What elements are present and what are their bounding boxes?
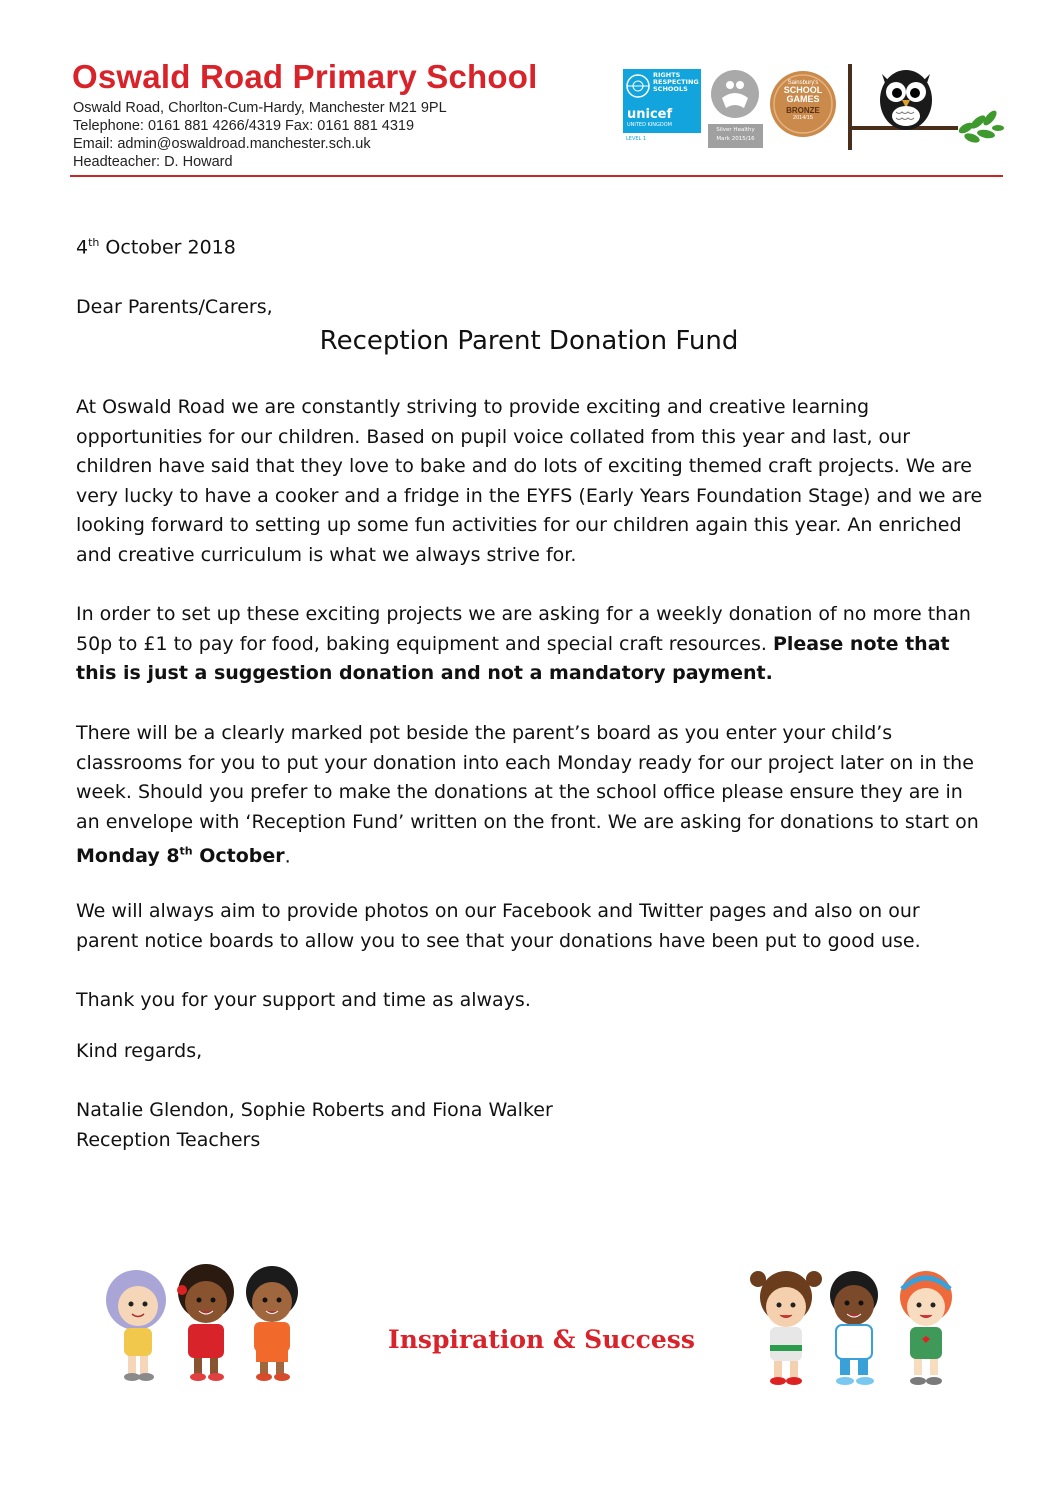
donation-note-bold: Please note that this is just a suggestion donation and not a mandatory payment. — [76, 632, 950, 684]
signatory-role: Reception Teachers — [76, 1128, 261, 1151]
school-motto: Inspiration & Success — [388, 1325, 695, 1354]
unicef-name: unicef — [627, 107, 673, 122]
letter-closing: Kind regards, — [76, 1040, 203, 1062]
bronze-line-1: Sainsbury's — [787, 80, 819, 86]
bronze-line-5: 2014/15 — [793, 115, 813, 121]
paragraph-photos: We will always aim to provide photos on our Facebook and Twitter pages and also on our parent notice boards to allow you to see that your donations have been put to good use. — [76, 900, 921, 952]
globe-icon — [625, 72, 653, 102]
school-name: Oswald Road Primary School — [72, 58, 538, 95]
header-divider — [70, 175, 1003, 177]
paragraph-intro: At Oswald Road we are constantly striving to provide exciting and creative learning opportunities for our children. Based on pupil voice collated from this year and last, our children have said that they love to bake and do lots of exciting themed craft projects. We are very lucky to have a cooker and a fridge in the EYFS (Early Years Foundation Stage) and we are looking forward to setting up some fun activities for our children again this year. An enriched and creative curriculum is what we always strive for. — [76, 396, 983, 566]
unicef-rrs-text: RIGHTS RESPECTING SCHOOLS — [653, 71, 699, 93]
children-illustration-right — [746, 1265, 968, 1389]
bronze-line-2: SCHOOL — [783, 85, 823, 95]
letter-signature-block — [76, 1096, 986, 1155]
start-date-bold: Monday 8th October — [76, 845, 285, 868]
paragraph-donation-pot: There will be a clearly marked pot beside the parent’s board as you enter your child’s classrooms for you to put your donation into each Monday ready for our project later on in the week. Should you prefer to make the donations at the school office please ensure they are in an envelope with ‘Reception Fund’ written on the front. We are asking for donations to start on Monday 8th October. — [76, 722, 979, 868]
signatories: Natalie Glendon, Sophie Roberts and Fiona Walker — [76, 1099, 553, 1121]
silver-caption-2: Mark 2015/16 — [716, 136, 755, 142]
school-headteacher: Headteacher: D. Howard — [73, 154, 233, 170]
school-contact-block — [73, 99, 447, 171]
silver-caption-1: Silver Healthy — [716, 127, 755, 133]
school-address: Oswald Road, Chorlton-Cum-Hardy, Manchester M21 9PL — [73, 100, 447, 116]
unicef-subtitle: UNITED KINGDOM — [627, 122, 672, 128]
unicef-rights-respecting-logo — [623, 69, 701, 133]
owl-on-branch-logo — [846, 62, 1004, 152]
letter-date: 4th October 2018 — [76, 236, 236, 259]
letter-greeting: Dear Parents/Carers, — [76, 296, 273, 318]
bronze-line-4: BRONZE — [786, 106, 820, 115]
unicef-level: LEVEL 1 — [626, 136, 647, 142]
healthy-school-silver-logo — [708, 68, 763, 146]
bronze-line-3: GAMES — [786, 94, 820, 104]
school-telephone: Telephone: 0161 881 4266/4319 Fax: 0161 881 4319 — [73, 118, 415, 134]
school-email: Email: admin@oswaldroad.manchester.sch.uk — [73, 136, 371, 152]
paragraph-donation-request: In order to set up these exciting projects we are asking for a weekly donation of no more than 50p to £1 to pay for food, baking equipment and special craft resources. Please note that this is just a suggestion donation and not a mandatory payment. — [76, 603, 971, 684]
healthy-school-icon — [708, 68, 763, 123]
letter-title: Reception Parent Donation Fund — [319, 326, 739, 356]
children-illustration-left — [96, 1262, 312, 1384]
paragraph-thanks: Thank you for your support and time as always. — [76, 989, 531, 1011]
school-games-bronze-logo — [769, 70, 837, 138]
